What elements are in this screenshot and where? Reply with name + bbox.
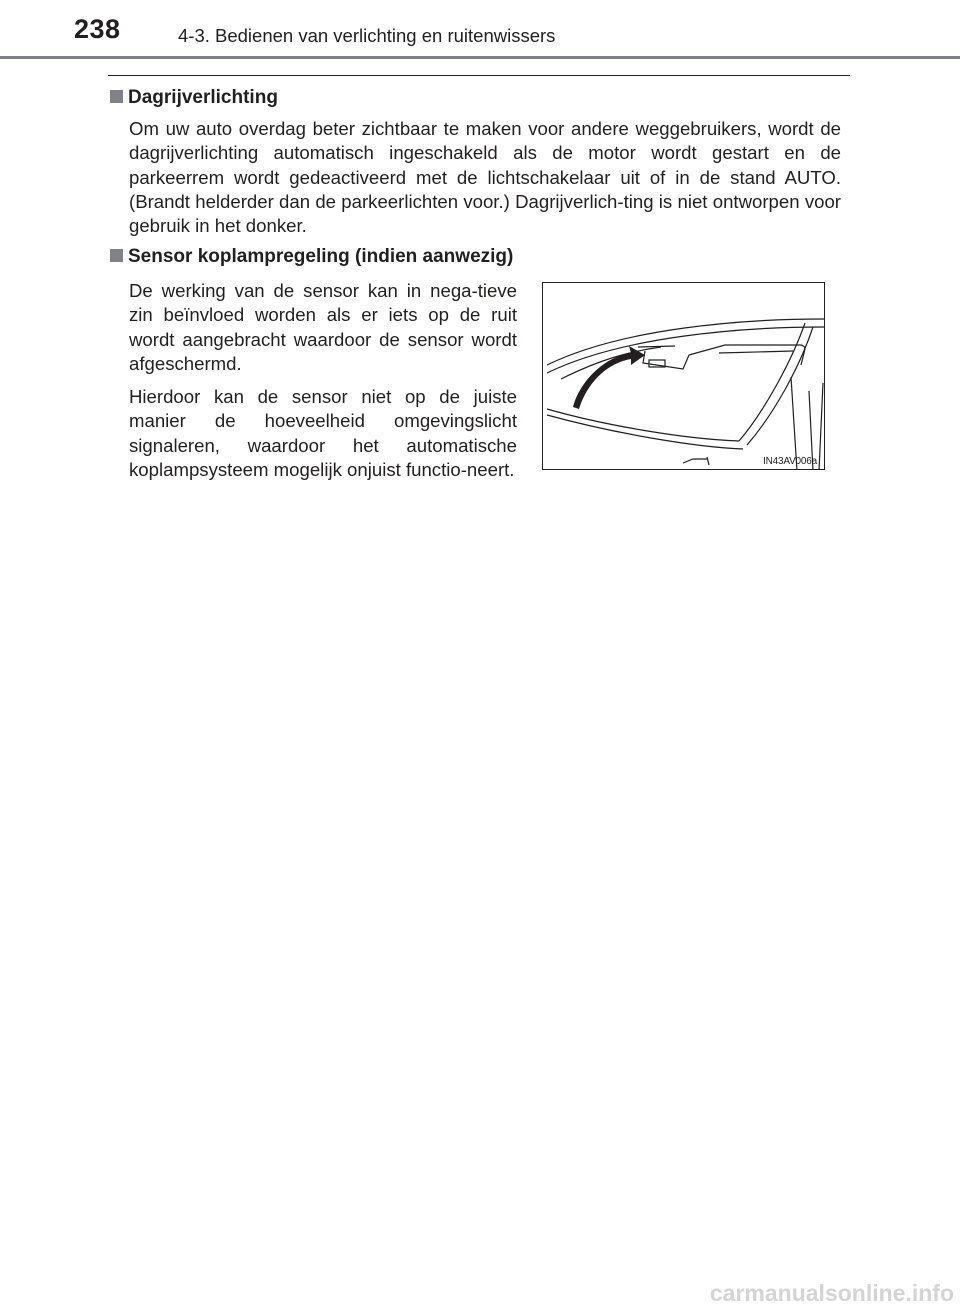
heading-text: Sensor koplampregeling (indien aanwezig) — [128, 246, 514, 267]
section-rule — [108, 75, 850, 76]
heading-text: Dagrijverlichting — [128, 87, 278, 108]
watermark: carmanualsonline.info — [709, 1280, 954, 1306]
square-bullet-icon — [110, 249, 123, 262]
heading-sensor-koplampregeling — [110, 246, 513, 268]
windshield-sensor-illustration — [542, 282, 825, 470]
paragraph-sensor-1: De werking van de sensor kan in nega-tieve zin beïnvloed worden als er iets op de ruit wordt aangebracht waardoor de sensor wordt afgeschermd. — [129, 280, 517, 374]
heading-dagrijverlichting — [110, 87, 278, 109]
chapter-title: 4-3. Bedienen van verlichting en ruitenwissers — [178, 25, 556, 46]
header-rule — [0, 56, 960, 59]
windshield-sensor-icon — [543, 283, 825, 470]
paragraph-dagrijverlichting: Om uw auto overdag beter zichtbaar te maken voor andere weggebruikers, wordt de dagrijverlichting automatisch ingeschakeld als de motor wordt gestart en de parkeerrem wordt gedeactiveerd met de lichtschakelaar uit of in de stand AUTO. (Brandt helderder dan de parkeerlichten voor.) Dagrijverlich-ting is niet ontworpen voor gebruik in het donker. — [129, 118, 841, 237]
page-number: 238 — [74, 14, 121, 44]
square-bullet-icon — [110, 90, 123, 103]
paragraph-sensor-2: Hierdoor kan de sensor niet op de juiste manier de hoeveelheid omgevingslicht signaleren, waardoor het automatische koplampsysteem mogelijk onjuist functio-neert. — [129, 386, 517, 480]
illustration-code: IN43AV006a — [763, 456, 817, 467]
